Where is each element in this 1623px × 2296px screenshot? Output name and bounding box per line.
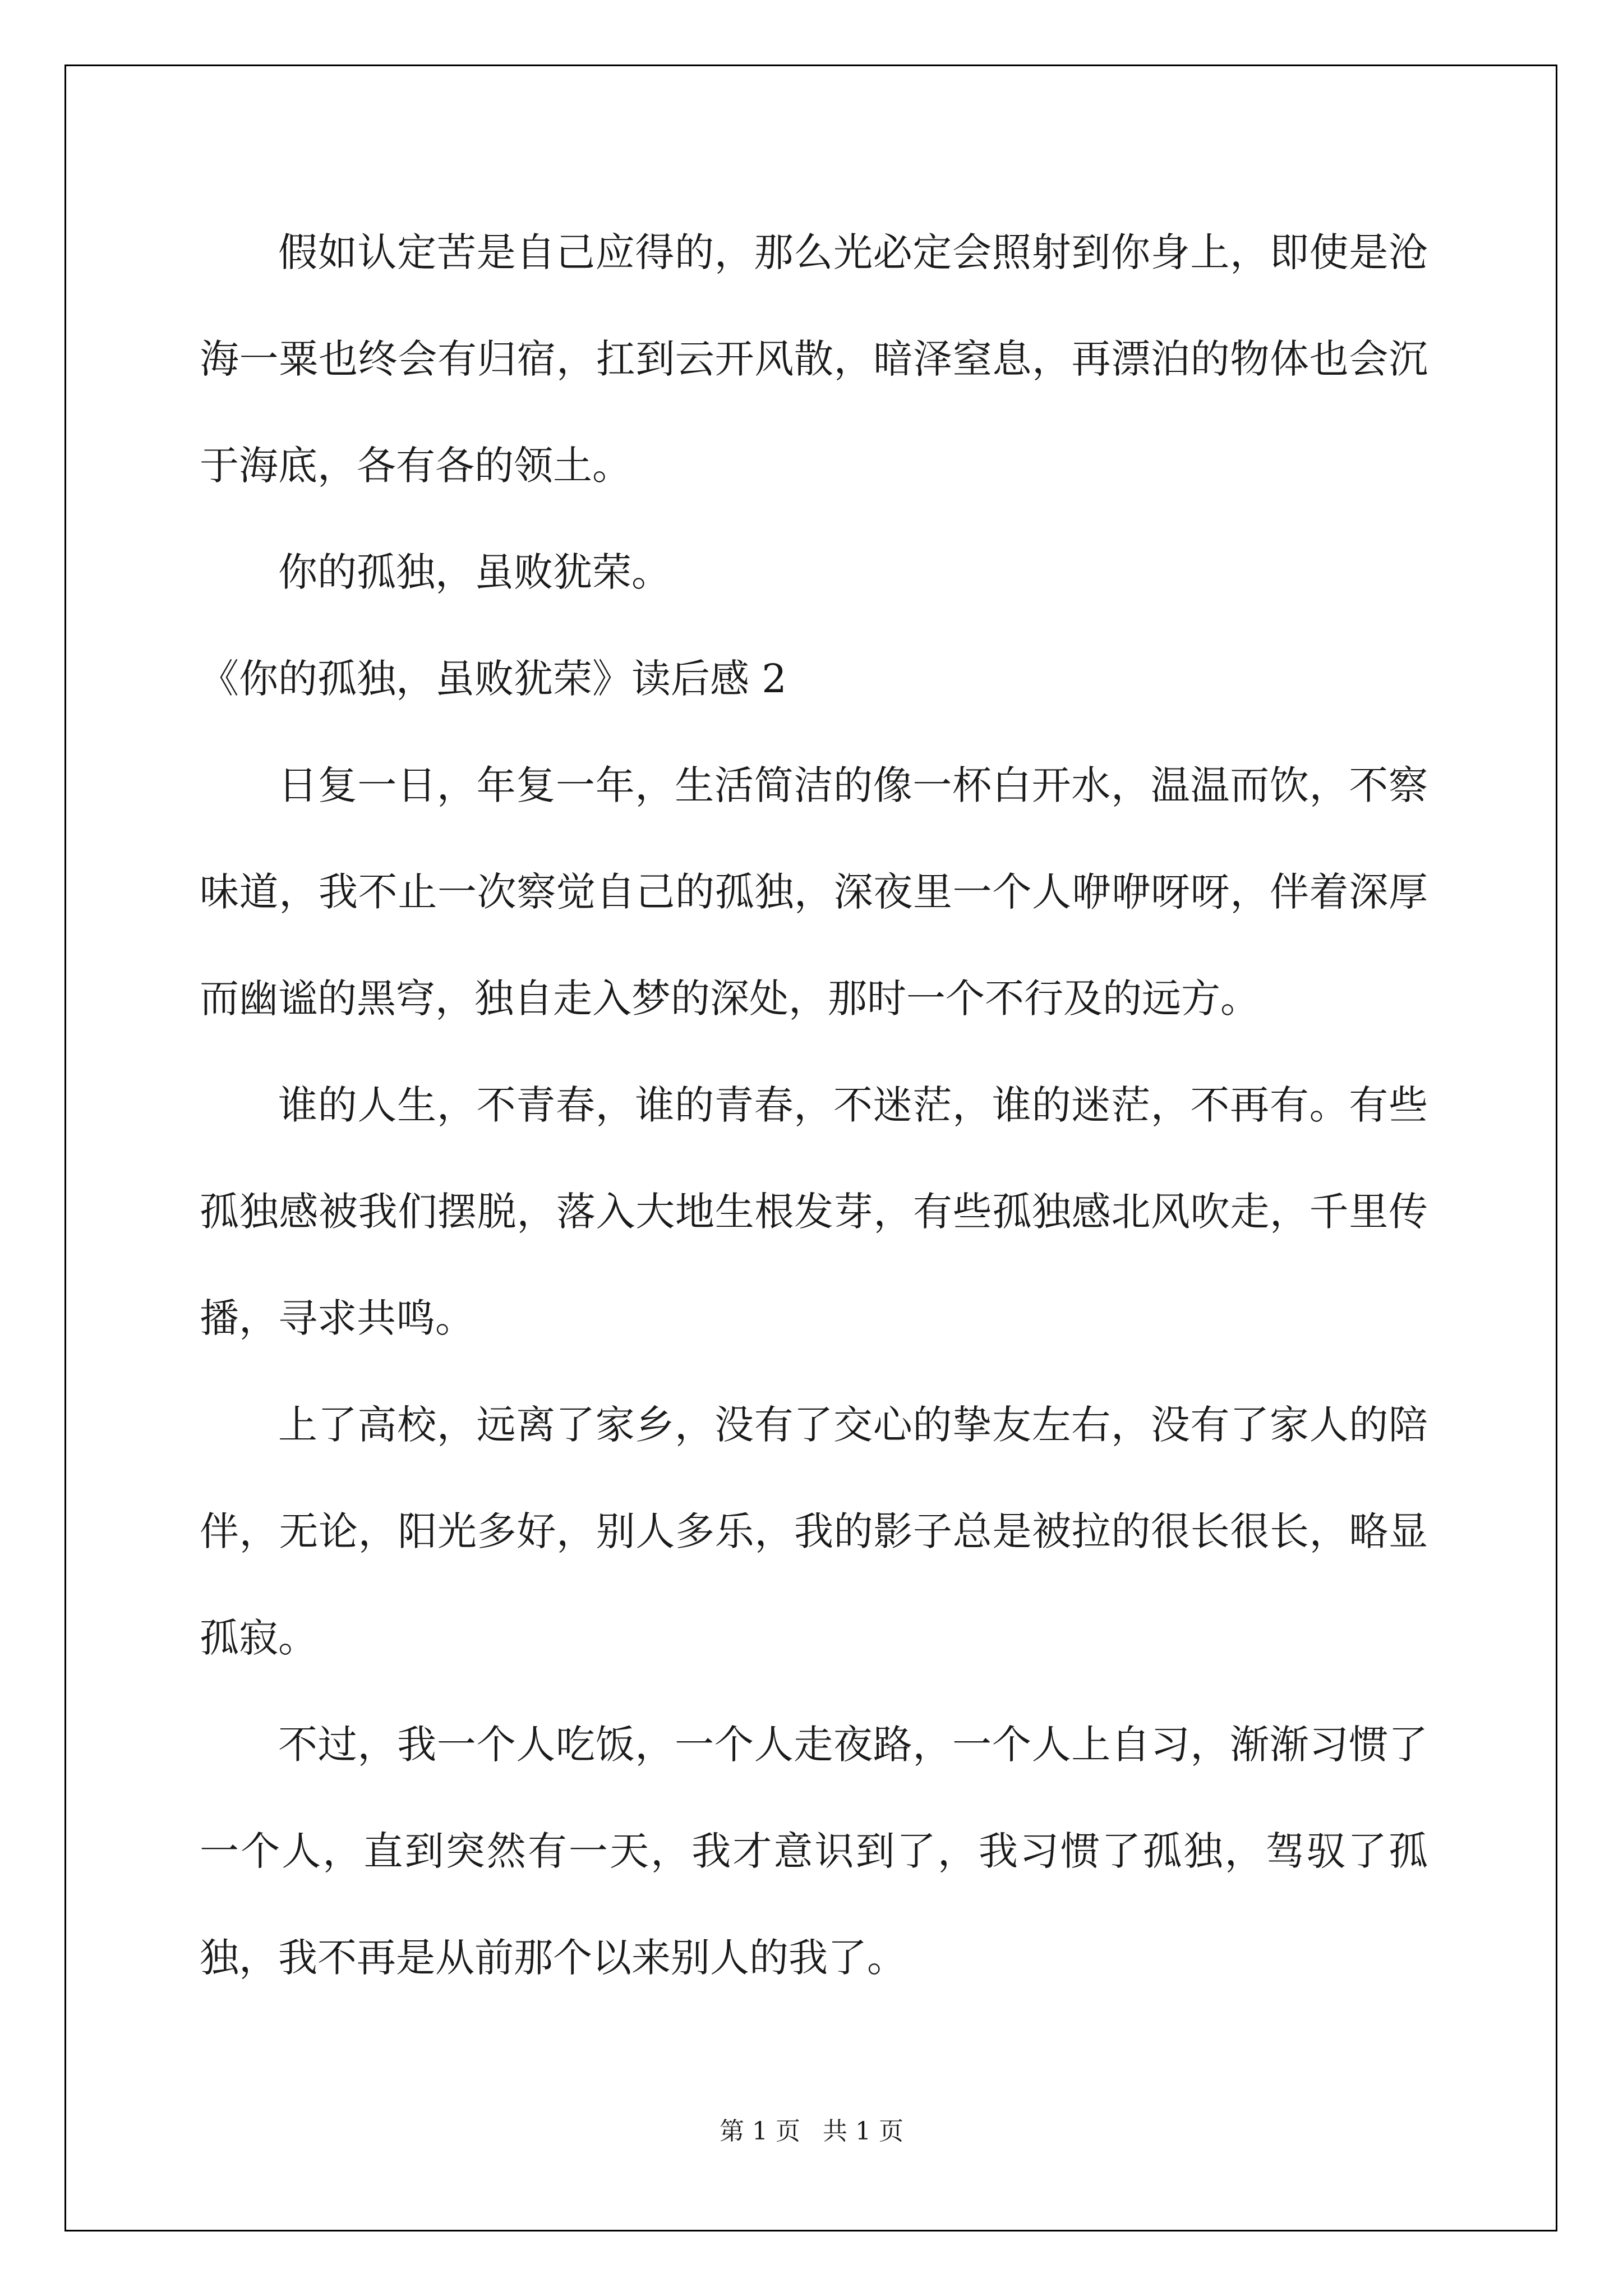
section-heading: 《你的孤独，虽败犹荣》读后感 2 — [200, 656, 787, 702]
page-number: 第 1 页 — [720, 2117, 800, 2146]
page-footer — [0, 2115, 1623, 2148]
paragraph: 日复一日，年复一年，生活简洁的像一杯白开水，温温而饮，不察味道，我不止一次察觉自己的孤独，深夜里一个人咿咿呀呀，伴着深厚而幽谧的黑穹，独自走入梦的深处，那时一个不行及的远方。 — [200, 762, 1428, 1022]
paragraph: 谁的人生，不青春，谁的青春，不迷茫，谁的迷茫，不再有。有些孤独感被我们摆脱，落入大地生根发芽，有些孤独感北风吹走，千里传播，寻求共鸣。 — [200, 1082, 1428, 1341]
page-total: 共 1 页 — [823, 2117, 903, 2146]
paragraph: 不过，我一个人吃饭，一个人走夜路，一个人上自习，渐渐习惯了一个人，直到突然有一天，我才意识到了，我习惯了孤独，驾驭了孤独，我不再是从前那个以来别人的我了。 — [200, 1722, 1428, 1981]
paragraph: 上了高校，远离了家乡，没有了交心的挚友左右，没有了家人的陪伴，无论，阳光多好，别人多乐，我的影子总是被拉的很长很长，略显孤寂。 — [200, 1402, 1428, 1661]
document-body — [200, 199, 1428, 2011]
paragraph: 你的孤独，虽败犹荣。 — [278, 549, 671, 595]
paragraph: 假如认定苦是自己应得的，那么光必定会照射到你身上，即使是沧海一粟也终会有归宿，扛到云开风散，暗泽窒息，再漂泊的物体也会沉于海底，各有各的领土。 — [200, 229, 1428, 489]
